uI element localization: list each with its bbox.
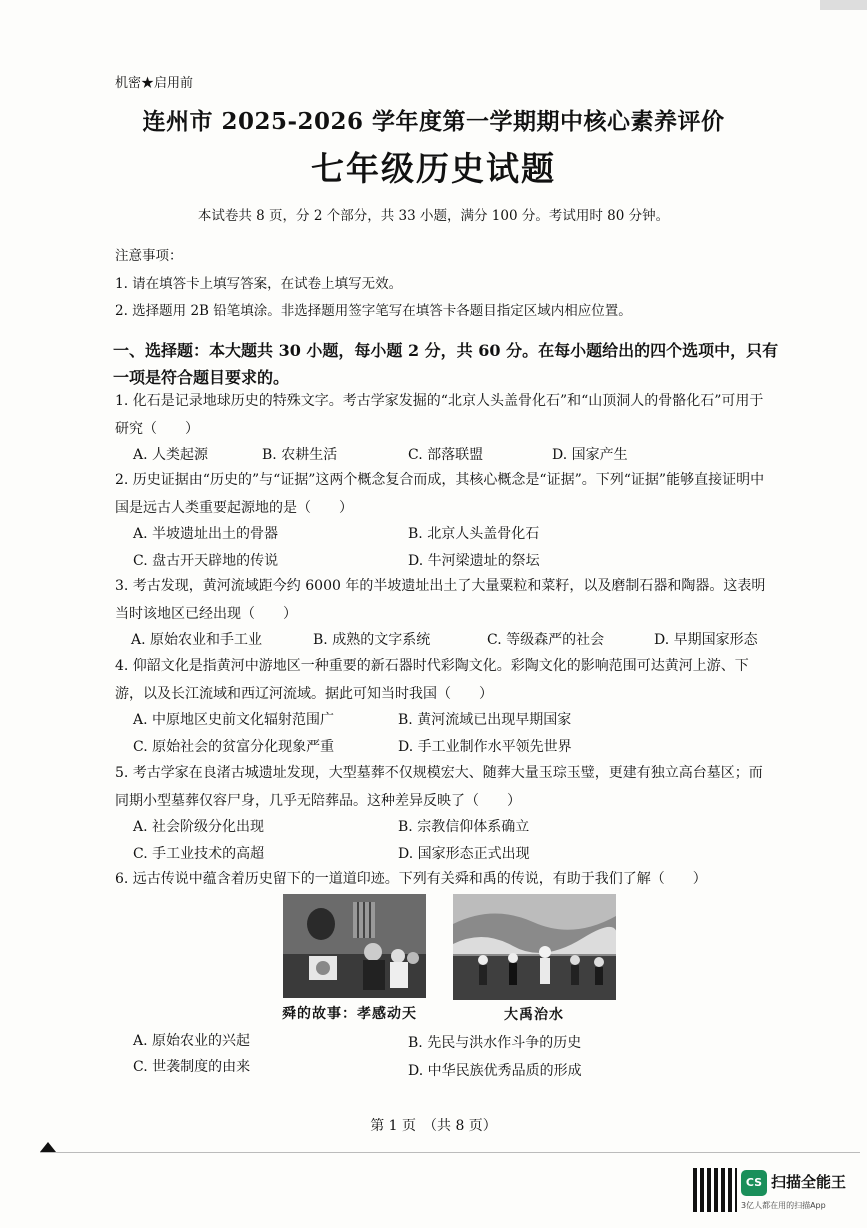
option: C. 世袭制度的由来 <box>133 1059 251 1075</box>
option: B. 农耕生活 <box>262 447 338 463</box>
option: B. 黄河流域已出现早期国家 <box>398 712 572 728</box>
option: A. 半坡遗址出土的骨器 <box>133 526 279 542</box>
notes-heading: 注意事项： <box>115 248 183 264</box>
question-stem: 3. 考古发现，黄河流域距今约 6000 年的半坡遗址出土了大量粟粒和菜籽，以及磨制石器和陶器。这表明当时该地区已经出现（ ） <box>115 578 766 622</box>
illustration-dayu-drawing <box>453 894 616 1000</box>
question-stem: 6. 远古传说中蕴含着历史留下的一道道印迹。下列有关舜和禹的传说，有助于我们了解（ ） <box>115 871 707 887</box>
confidential-label: 机密★启用前 <box>115 76 194 91</box>
illustration-shun-drawing <box>283 894 426 998</box>
illustration-dayu <box>453 894 616 1000</box>
option: A. 中原地区史前文化辐射范围广 <box>133 712 335 728</box>
exam-title: 连州市 2025-2026 学年度第一学期期中核心素养评价 <box>142 108 725 135</box>
scan-corner <box>820 0 867 10</box>
option: C. 原始社会的贫富分化现象严重 <box>133 739 335 755</box>
option: A. 社会阶级分化出现 <box>133 819 265 835</box>
exam-subject-title: 七年级历史试题 <box>311 149 556 188</box>
option: D. 国家产生 <box>552 447 628 463</box>
section-heading: 一、选择题：本大题共 30 小题，每小题 2 分，共 60 分。在每小题给出的四个选项中，只有一项是符合题目要求的。 <box>113 341 779 387</box>
note-item: 2. 选择题用 2B 铅笔填涂。非选择题用签字笔写在填答卡各题目指定区域内相应位置。 <box>115 303 632 319</box>
option: D. 国家形态正式出现 <box>398 846 530 862</box>
scanner-name: 扫描全能王 <box>771 1173 847 1191</box>
option: A. 人类起源 <box>133 447 209 463</box>
caption-dayu: 大禹治水 <box>504 1007 564 1023</box>
exam-info: 本试卷共 8 页，分 2 个部分，共 33 小题，满分 100 分。考试用时 80 分钟。 <box>197 208 670 224</box>
option: B. 北京人头盖骨化石 <box>408 526 540 542</box>
note-item: 1. 请在填答卡上填写答案，在试卷上填写无效。 <box>115 276 403 292</box>
caption-shun: 舜的故事：孝感动天 <box>282 1006 417 1022</box>
option: B. 成熟的文字系统 <box>313 632 431 648</box>
option: C. 手工业技术的高超 <box>133 846 265 862</box>
option: C. 盘古开天辟地的传说 <box>133 553 279 569</box>
option: A. 原始农业和手工业 <box>131 632 263 648</box>
option: A. 原始农业的兴起 <box>133 1033 251 1049</box>
question-stem: 2. 历史证据由“历史的”与“证据”这两个概念复合而成，其核心概念是“证据”。下列“证据”能够直接证明中国是远古人类重要起源地的是（ ） <box>115 472 765 516</box>
option: B. 宗教信仰体系确立 <box>398 819 530 835</box>
triangle-mark-icon <box>40 1142 56 1152</box>
question-stem: 4. 仰韶文化是指黄河中游地区一种重要的新石器时代彩陶文化。彩陶文化的影响范围可达黄河上游、下游，以及长江流域和西辽河流域。据此可知当时我国（ ） <box>115 658 749 702</box>
option: C. 等级森严的社会 <box>487 632 605 648</box>
option: D. 早期国家形态 <box>654 632 758 648</box>
option: D. 手工业制作水平领先世界 <box>398 739 572 755</box>
scan-edge-line <box>40 1152 860 1153</box>
option: D. 中华民族优秀品质的形成 <box>408 1063 582 1079</box>
question-stem: 5. 考古学家在良渚古城遗址发现，大型墓葬不仅规模宏大、随葬大量玉琮玉璧，更建有独立高台墓区；而同期小型墓葬仅容尸身，几乎无陪葬品。这种差异反映了（ ） <box>115 765 763 809</box>
option: B. 先民与洪水作斗争的历史 <box>408 1035 582 1051</box>
scanner-logo: CS <box>741 1170 767 1196</box>
scanner-tagline: 3亿人都在用的扫描App <box>741 1201 826 1210</box>
illustration-shun <box>283 894 426 998</box>
option: D. 牛河梁遗址的祭坛 <box>408 553 540 569</box>
option: C. 部落联盟 <box>408 447 484 463</box>
question-stem: 1. 化石是记录地球历史的特殊文字。考古学家发掘的“北京人头盖骨化石”和“山顶洞人的骨骼化石”可用于研究（ ） <box>115 393 764 437</box>
page-number: 第 1 页 （共 8 页） <box>370 1118 497 1134</box>
qr-code-icon <box>693 1168 737 1212</box>
